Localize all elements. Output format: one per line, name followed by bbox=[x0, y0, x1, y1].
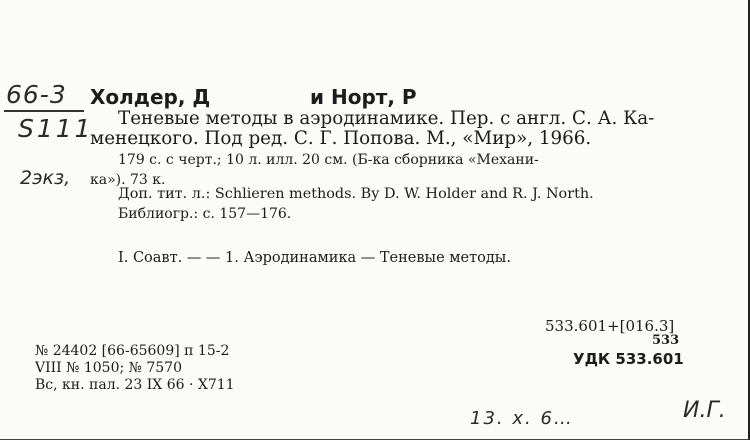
collation-line-2: ка»). 73 к. bbox=[90, 172, 166, 188]
udc-index: УДК 533.601 bbox=[573, 350, 684, 368]
handwritten-shelf-code: 66-3 bbox=[6, 80, 67, 109]
bbk-index: 533.601+[016.3] bbox=[545, 317, 675, 335]
footer-line-3: Вс, кн. пал. 23 IX 66 · X711 bbox=[35, 377, 235, 393]
handwritten-underline bbox=[4, 110, 84, 112]
author-primary: Холдер, Д bbox=[90, 85, 211, 109]
handwritten-initials: И.Г. bbox=[683, 398, 726, 423]
notes-line-1: Доп. тит. л.: Schlieren methods. By D. W. Holder and R. J. North. bbox=[118, 186, 594, 202]
handwritten-copies: 2экз, bbox=[20, 167, 71, 189]
tracings: I. Соавт. — — 1. Аэродинамика — Теневые методы. bbox=[118, 250, 511, 266]
title-line-1: Теневые методы в аэродинамике. Пер. с англ. С. А. Ка- bbox=[118, 108, 655, 129]
footer-line-2: VIII № 1050; № 7570 bbox=[35, 360, 182, 376]
footer-line-1: № 24402 [66-65609] п 15-2 bbox=[35, 343, 230, 359]
title-line-2: менецкого. Под ред. С. Г. Попова. М., «Мир», 1966. bbox=[90, 128, 592, 149]
collation-line-1: 179 с. с черт.; 10 л. илл. 20 см. (Б-ка сборника «Механи- bbox=[118, 152, 539, 168]
handwritten-date-note: 13. x. 6… bbox=[470, 408, 574, 429]
author-secondary: и Норт, Р bbox=[310, 85, 417, 109]
handwritten-shelf-sub: S111 bbox=[18, 114, 94, 143]
notes-line-2: Библиогр.: с. 157—176. bbox=[118, 206, 292, 222]
classification-code: 533 bbox=[652, 333, 680, 348]
